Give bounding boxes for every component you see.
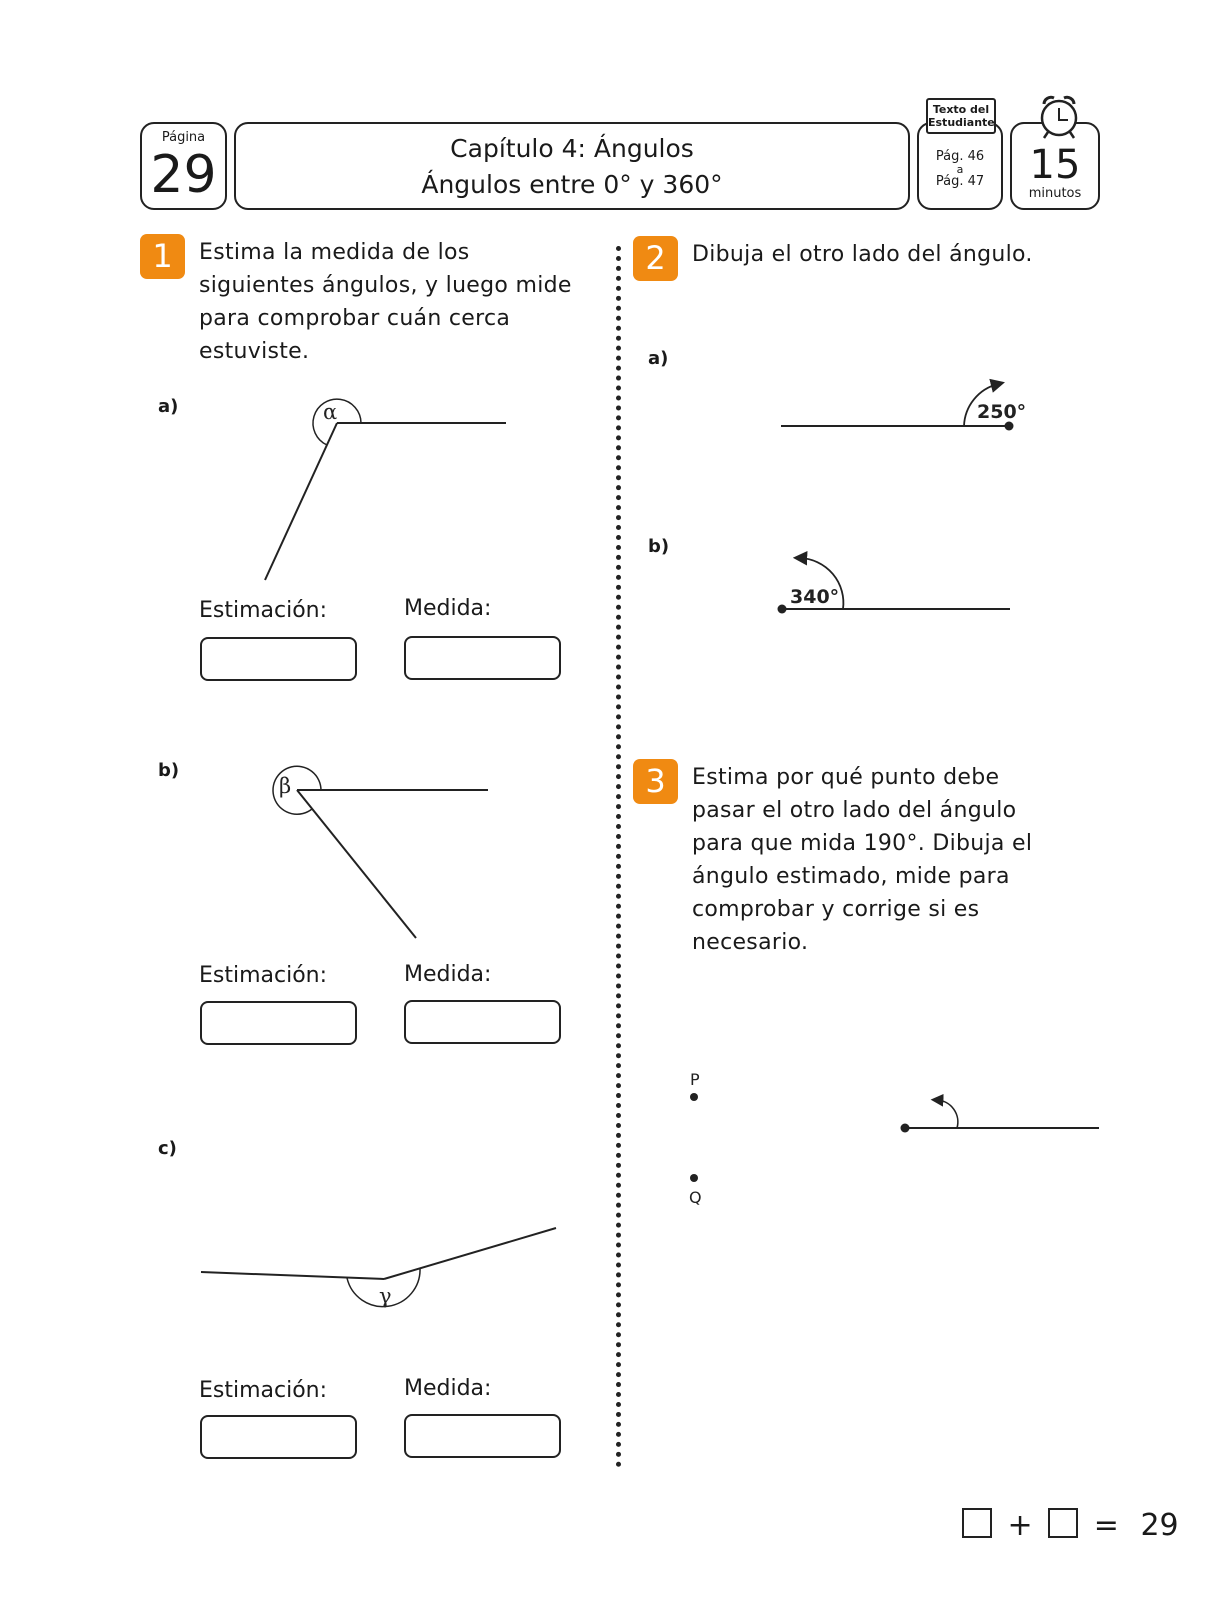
angle-alpha-symbol: α [323, 400, 338, 424]
q1-c-estimate-label: Estimación: [199, 1378, 328, 1403]
page-number: 29 [150, 145, 217, 205]
alarm-clock-icon [1042, 97, 1076, 138]
book-icon: Texto del Estudiante [926, 98, 996, 134]
time-value: 15 [1029, 142, 1081, 188]
q1-b-estimate-label: Estimación: [199, 963, 328, 988]
question-3-number: 3 [633, 759, 678, 804]
angle-beta-symbol: β [279, 774, 292, 798]
q2-item-b-label: b) [648, 536, 670, 557]
angle-gamma-symbol: γ [379, 1284, 392, 1308]
q1-item-a-label: a) [158, 396, 179, 417]
q1-item-c-label: c) [158, 1138, 177, 1159]
point-p [690, 1093, 698, 1101]
q2-angle-a-figure [781, 384, 1009, 426]
q3-vertex [901, 1124, 910, 1133]
section-title: Ángulos entre 0° y 360° [421, 170, 723, 199]
footer-box-right [1048, 1508, 1078, 1538]
point-q [690, 1174, 698, 1182]
question-1-number: 1 [140, 234, 185, 279]
q3-angle-figure [905, 1100, 1099, 1128]
q1-b-measure-label: Medida: [404, 962, 492, 987]
question-3-text: Estima por qué punto debe pasar el otro lado del ángulo para que mida 190°. Dibuja el ángulo estimado, mide para comprobar y corrige si es necesario. [692, 765, 1033, 955]
q1-a-measure-label: Medida: [404, 596, 492, 621]
question-1-text: Estima la medida de los siguientes ángulos, y luego mide para comprobar cuán cerca estuviste. [199, 240, 572, 364]
q2-b-angle-value: 340° [790, 586, 840, 608]
page-footer [962, 1508, 1179, 1543]
point-q-label: Q [689, 1188, 702, 1207]
q1-item-b-label: b) [158, 760, 180, 781]
ref-from: Pág. 46 [935, 149, 985, 164]
ref-to: Pág. 47 [935, 174, 985, 189]
q1-c-measure-label: Medida: [404, 1376, 492, 1401]
ref-sep: a [956, 163, 964, 176]
footer-result: 29 [1140, 1508, 1179, 1543]
point-p-label: P [690, 1070, 700, 1089]
footer-equals: = [1093, 1508, 1119, 1543]
angle-b-figure [273, 766, 488, 938]
question-2-number: 2 [633, 236, 678, 281]
q1-a-estimate-label: Estimación: [199, 598, 328, 623]
footer-plus: + [1007, 1508, 1033, 1543]
q2-item-a-label: a) [648, 348, 669, 369]
footer-box-left [962, 1508, 992, 1538]
q2-a-angle-value: 250° [977, 401, 1027, 423]
angle-a-figure [265, 399, 506, 580]
page-label: Página [161, 130, 206, 145]
q2-b-vertex [778, 605, 787, 614]
time-unit: minutos [1028, 186, 1082, 201]
question-2-text: Dibuja el otro lado del ángulo. [692, 242, 1033, 267]
chapter-title: Capítulo 4: Ángulos [450, 134, 694, 163]
